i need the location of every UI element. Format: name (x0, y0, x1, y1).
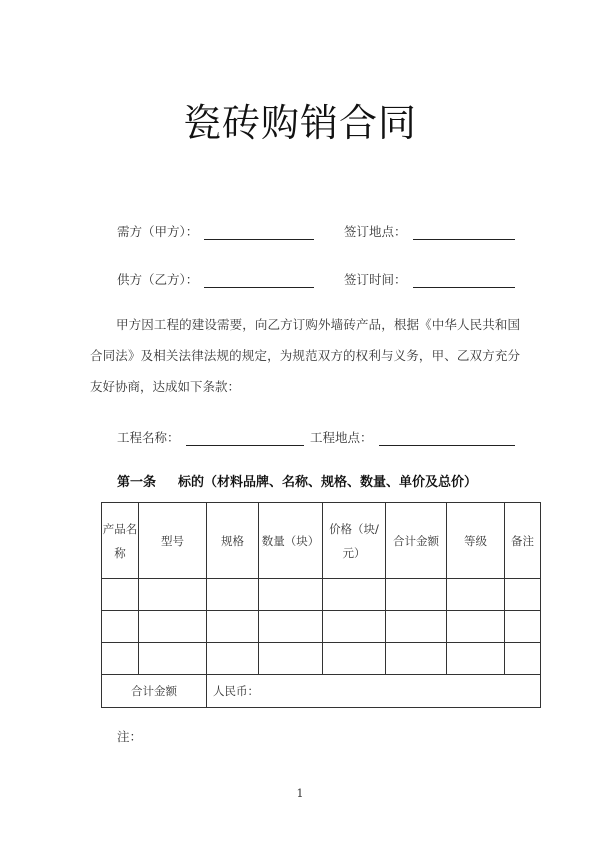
supplier-blank[interactable] (204, 273, 314, 288)
supplier-label: 供方（乙方）： (117, 272, 199, 287)
header-grade: 等级 (447, 503, 505, 579)
table-cell[interactable] (139, 579, 207, 611)
table-cell[interactable] (323, 579, 386, 611)
header-price: 价格（块/元） (323, 503, 386, 579)
table-row (102, 643, 541, 675)
table-total-row (102, 675, 541, 708)
table-header-row (102, 503, 541, 579)
table-cell[interactable] (207, 579, 259, 611)
sign-place-field (344, 222, 515, 240)
supplier-field (117, 270, 314, 288)
buyer-field (117, 222, 314, 240)
intro-paragraph (90, 309, 520, 402)
table-row (102, 579, 541, 611)
sign-time-label: 签订时间： (344, 272, 407, 287)
note-label: 注： (117, 729, 143, 744)
intro-text: 甲方因工程的建设需要，向乙方订购外墙砖产品，根据《中华人民共和国合同法》及相关法律法规的规定，为规范双方的权利与义务，甲、乙双方充分友好协商，达成如下条款： (90, 317, 520, 394)
table-cell[interactable] (323, 611, 386, 643)
table-cell[interactable] (386, 643, 447, 675)
table-cell[interactable] (505, 611, 541, 643)
sign-time-blank[interactable] (413, 273, 515, 288)
sign-time-field (344, 270, 515, 288)
table-cell[interactable] (139, 611, 207, 643)
contract-title: 瓷砖购销合同 (182, 101, 417, 145)
header-total: 合计金额 (386, 503, 447, 579)
header-model: 型号 (139, 503, 207, 579)
project-location-field (310, 428, 515, 446)
table-cell[interactable] (207, 611, 259, 643)
table-cell[interactable] (259, 579, 323, 611)
table-cell[interactable] (505, 579, 541, 611)
table-cell[interactable] (447, 643, 505, 675)
product-table (101, 502, 541, 708)
table-cell[interactable] (207, 643, 259, 675)
buyer-label: 需方（甲方）： (117, 224, 199, 239)
table-cell[interactable] (259, 611, 323, 643)
table-cell[interactable] (139, 643, 207, 675)
table-cell[interactable] (323, 643, 386, 675)
header-quantity: 数量（块） (259, 503, 323, 579)
header-remarks: 备注 (505, 503, 541, 579)
project-name-field (117, 428, 304, 446)
table-cell[interactable] (447, 579, 505, 611)
project-location-label: 工程地点： (310, 430, 373, 445)
total-amount-rmb[interactable]: 人民币： (207, 675, 541, 708)
sign-place-blank[interactable] (413, 225, 515, 240)
table-cell[interactable] (505, 643, 541, 675)
project-location-blank[interactable] (379, 431, 515, 446)
table-cell[interactable] (259, 643, 323, 675)
table-cell[interactable] (102, 579, 139, 611)
table-cell[interactable] (447, 611, 505, 643)
table-cell[interactable] (386, 579, 447, 611)
article-one-heading (117, 471, 477, 490)
table-row (102, 611, 541, 643)
sign-place-label: 签订地点： (344, 224, 407, 239)
header-spec: 规格 (207, 503, 259, 579)
table-cell[interactable] (386, 611, 447, 643)
table-cell[interactable] (102, 643, 139, 675)
table-cell[interactable] (102, 611, 139, 643)
article-title: 标的（材料品牌、名称、规格、数量、单价及总价） (178, 475, 478, 490)
project-name-blank[interactable] (186, 431, 304, 446)
page-number: 1 (296, 787, 304, 800)
article-number: 第一条 (117, 475, 157, 490)
buyer-blank[interactable] (204, 225, 314, 240)
project-name-label: 工程名称： (117, 430, 180, 445)
total-amount-label: 合计金额 (102, 675, 207, 708)
header-product-name: 产品名称 (102, 503, 139, 579)
